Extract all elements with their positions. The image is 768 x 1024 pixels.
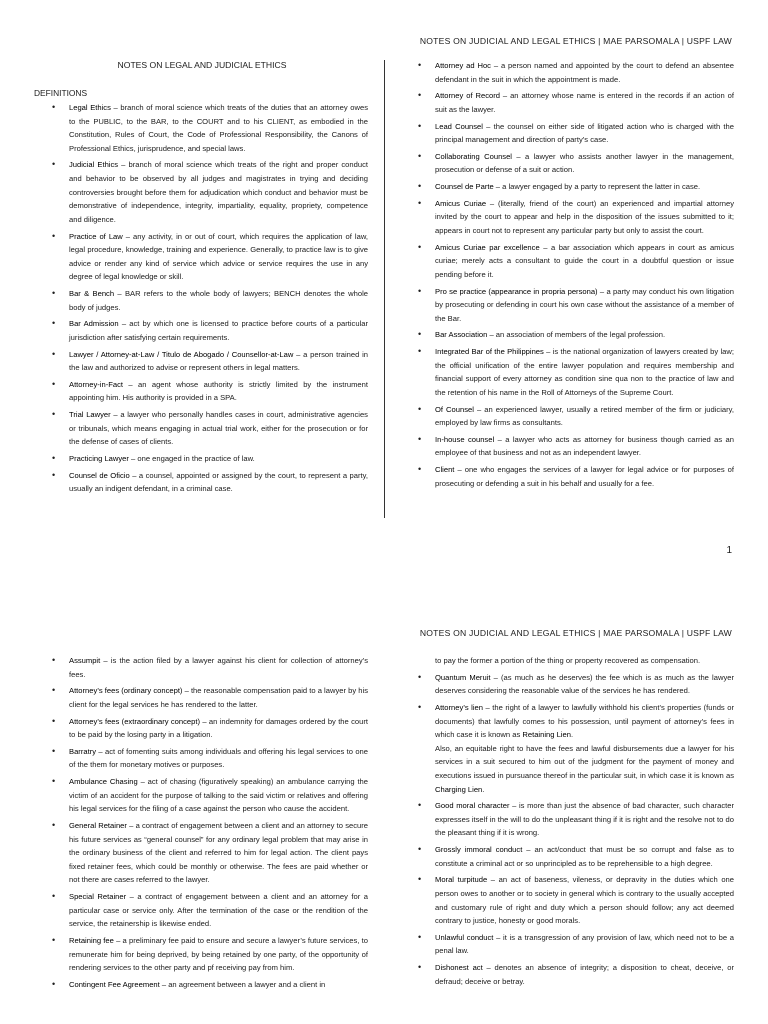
- definition-item: [418, 197, 734, 238]
- definition-term: Trial Lawyer: [69, 410, 111, 420]
- definition-text: – branch of moral science which treats of the duties that an attorney owes to the PUBLIC, to the BAR, to the COURT and to his CLIENT, as embodied in the Constitution, Rules of Court, the Code of Professional Responsibility, the Canons of Professional Ethics, jurisprudence, and special laws.: [69, 103, 368, 153]
- definition-text: – a lawyer who personally handles cases in court, administrative agencies or tribunals, which means engaging in actual trial work, either for the prosecution or for the defense of cases of clients.: [69, 410, 368, 447]
- document-title: NOTES ON LEGAL AND JUDICIAL ETHICS: [117, 60, 287, 70]
- definition-text: – act of chasing (figuratively speaking) an ambulance carrying the victim of an accident for the purpose of talking to the said victim or relatives and offering his legal services for the filing of a case against the person who cause the accident.: [69, 777, 369, 814]
- definition-text: – an experienced lawyer, usually a retired member of the firm or judiciary, employed by law firms as consultants.: [435, 404, 734, 428]
- page-gap: [0, 575, 768, 615]
- definition-item: [52, 654, 368, 681]
- definition-item: [418, 799, 734, 840]
- definition-term: Client: [435, 465, 455, 475]
- definition-term: Amicus Curiae: [435, 198, 487, 208]
- definition-item: [418, 463, 734, 490]
- definition-item: [52, 890, 368, 931]
- definition-term: Counsel de Oficio: [69, 470, 130, 480]
- definition-item: [52, 378, 368, 405]
- right-column: [418, 654, 734, 991]
- definition-text: – a contract of engagement between a client and an attorney for a particular case or service only. After the termination of the case or the rendition of the service, the retainership is likewise ended.: [69, 892, 369, 929]
- definition-term: Attorney’s lien: [435, 702, 483, 712]
- definition-item: [52, 101, 368, 155]
- definition-term: Quantum Meruit: [435, 672, 491, 682]
- definition-term: Pro se practice (appearance in propria persona): [435, 286, 598, 296]
- page-number: 1: [726, 545, 732, 556]
- definition-term: Practice of Law: [69, 231, 123, 241]
- definition-list: [52, 654, 368, 991]
- definition-item: [52, 408, 368, 449]
- definition-item: [418, 671, 734, 698]
- definition-term: Lawyer / Attorney-at-Law / Titulo de Abogado / Counsellor-at-Law: [69, 349, 294, 359]
- definition-text: – a person trained in the law and authorized to advise or represent others in legal matters.: [69, 349, 369, 373]
- definition-text: – a contract of engagement between a client and an attorney to secure his future services as “general counsel” for any ordinary legal problem that may arise in the ordinary business of the client and referred to him for legal action. The client pays fixed retainer fees, which could be monthly or otherwise. The fees are paid whether or not there are cases referred to the lawyer.: [69, 821, 368, 885]
- definition-text: – a lawyer engaged by a party to represent the latter in case.: [493, 182, 701, 192]
- definition-term: Retaining Lien: [522, 730, 571, 740]
- definition-item: [418, 180, 734, 194]
- definition-term: Assumpit: [69, 656, 101, 665]
- definition-item: [418, 345, 734, 399]
- definition-text: – an agent whose authority is strictly limited by the instrument appointing him. His authority is provided in a SPA.: [69, 379, 368, 403]
- running-head: NOTES ON JUDICIAL AND LEGAL ETHICS | MAE PARSOMALA | USPF LAW: [419, 36, 732, 46]
- definition-term: Bar Association: [435, 330, 488, 340]
- definition-term: Counsel de Parte: [435, 182, 494, 192]
- definition-item: [52, 819, 368, 887]
- definition-term: Moral turpitude: [435, 875, 488, 885]
- definition-text: – an act/conduct that must be so corrupt and false as to constitute a criminal act or so unprincipled as to be reprehensible to a high degree.: [435, 845, 734, 868]
- definition-term: Unlawful conduct: [435, 932, 494, 942]
- right-column: [418, 59, 734, 493]
- definition-item: [52, 715, 368, 742]
- definition-text: – is more than just the absence of bad character, such character expresses itself in the will to do the unpleasant thing if it is right and the resolve not to do the pleasant thing if it is wrong.: [435, 801, 734, 838]
- definition-item: [418, 701, 734, 796]
- definition-term: Dishonest act: [435, 963, 483, 973]
- definition-list: [418, 59, 734, 490]
- definition-term: Attorney’s fees (extraordinary concept): [69, 716, 200, 726]
- definition-list: [418, 654, 734, 668]
- definition-item: [52, 230, 368, 284]
- definition-item: [418, 120, 734, 147]
- definition-text: – a lawyer who acts as attorney for business though carried as an employee of that business and not as an independent lawyer.: [435, 434, 735, 458]
- definition-term: Charging Lien: [435, 784, 483, 794]
- column-divider: [384, 60, 385, 518]
- definition-extra: [435, 742, 734, 796]
- definition-item: [52, 775, 368, 816]
- definition-item: [52, 348, 368, 375]
- definition-item: [52, 452, 368, 466]
- definition-item: [52, 684, 368, 711]
- definition-item: [418, 873, 734, 927]
- definition-item: [418, 285, 734, 326]
- definition-item: [52, 745, 368, 772]
- definition-text: – a counsel, appointed or assigned by the court, to represent a party, usually an indigent defendant, in a criminal case.: [69, 470, 368, 494]
- definition-term: Attorney-in-Fact: [69, 379, 124, 389]
- definition-item: [418, 59, 734, 86]
- definition-item: [418, 931, 734, 958]
- definition-term: Ambulance Chasing: [69, 777, 138, 787]
- definition-term: In-house counsel: [435, 434, 495, 444]
- definition-list: [52, 101, 368, 496]
- definition-item: [52, 158, 368, 226]
- definition-text: – the counsel on either side of litigated action who is charged with the principal management and direction of party’s case.: [435, 121, 734, 145]
- definition-text: – is the action filed by a lawyer against his client for collection of attorney’s fees.: [69, 656, 368, 679]
- definition-term: Integrated Bar of the Philippines: [435, 347, 544, 357]
- definition-item: [52, 287, 368, 314]
- definition-text: – an indemnity for damages ordered by the court to be paid by the losing party in a litigation.: [69, 716, 368, 740]
- definition-term: Special Retainer: [69, 892, 127, 902]
- definition-text: – an act of baseness, vileness, or depravity in the duties which one person owes to another or to society in general which is contrary to the usually accepted and customary rule of right and duty which a person should follow; any act deemed contrary to justice, honesty or good morals.: [435, 875, 734, 926]
- definition-term: Judicial Ethics: [69, 160, 119, 170]
- definition-term: Lead Counsel: [435, 121, 483, 131]
- definition-text: – one engaged in the practice of law.: [128, 454, 255, 463]
- definition-list: [418, 671, 734, 989]
- section-heading: DEFINITIONS: [34, 88, 88, 98]
- document-page-2: [0, 615, 768, 1024]
- definition-text: – a lawyer who assists another lawyer in the management, prosecution or defense of a suit or action.: [435, 151, 734, 175]
- definition-text: – (as much as he deserves) the fee which is as much as the lawyer deserves considering the reasonable value of the services he has rendered.: [435, 672, 734, 696]
- definition-item: [418, 328, 734, 342]
- definition-term: Of Counsel: [435, 404, 474, 414]
- definition-text: – a preliminary fee paid to ensure and secure a lawyer’s future services, to remunerate him for being deprived, by being retained by one party, of the opportunity of rendering services to the other party and pf receiving pay from him.: [69, 935, 368, 973]
- definition-term: Attorney’s fees (ordinary concept): [69, 686, 183, 696]
- definition-text: – an association of members of the legal profession.: [487, 330, 666, 340]
- definition-item: [52, 978, 368, 992]
- definition-item: [418, 241, 734, 282]
- definition-item: [418, 843, 734, 870]
- definition-item: [52, 317, 368, 344]
- definition-text: – a bar association which appears in court as amicus curiae; merely acts a consultant to guide the court in a doubtful question or issue pending before it.: [435, 242, 735, 279]
- definition-text: .: [482, 784, 485, 794]
- definition-text: – the right of a lawyer to lawfully withhold his client’s properties (funds or documents) that lawfully comes to his possession, until payment of attorney’s fees in which case it is known as: [435, 702, 734, 740]
- definition-text: – denotes an absence of integrity; a disposition to cheat, deceive, or defraud; deceive or betray.: [435, 963, 734, 986]
- definition-item: [52, 934, 368, 975]
- left-column: [52, 654, 368, 995]
- definition-term: Barratry: [69, 746, 97, 756]
- definition-item: [418, 403, 734, 430]
- definition-term: Amicus Curiae par excellence: [435, 242, 540, 252]
- definition-text: – the reasonable compensation paid to a lawyer by his client for the legal services he has rendered to the latter.: [69, 686, 368, 709]
- definition-term: General Retainer: [69, 821, 127, 830]
- definition-text: Also, an equitable right to have the fees and lawful disbursements due a lawyer for his services in a suit secured to him out of the judgment for the payment of money and executions issued in pursuance thereof in the particular suit, in which case it is known as: [435, 743, 734, 780]
- definition-text: – is the national organization of lawyers created by law; the official unification of the entire lawyer population and requires membership and financial support of every attorney as condition sine qua non to the practice of law and the retention of his name in the Roll of Attorneys of the Supreme Court.: [435, 347, 735, 397]
- definition-term: Contingent Fee Agreement: [69, 979, 160, 989]
- definition-item: [52, 469, 368, 496]
- left-column: [52, 101, 368, 499]
- definition-text: – BAR refers to the whole body of lawyers; BENCH denotes the whole body of judges.: [69, 289, 368, 312]
- continued-text: to pay the former a portion of the thing or property recovered as compensation.: [435, 656, 701, 665]
- definition-text: – act of fomenting suits among individuals and offering his legal services to one of the them for monetary motives or purposes.: [69, 746, 368, 770]
- definition-text: – act by which one is licensed to practice before courts of a particular jurisdiction after satisfying certain requirements.: [69, 319, 368, 342]
- definition-term: Grossly immoral conduct: [435, 845, 523, 855]
- definition-item: [418, 433, 734, 460]
- definition-text: – branch of moral science which treats of the right and proper conduct and behavior to be observed by all judges and magistrates in trying and deciding controversies brought before them for adjudication which conduct and behavior must be demonstrative of independence, integrity, impartiality, equality, propriety, competence and diligence.: [69, 160, 368, 224]
- definition-term: Good moral character: [435, 801, 510, 811]
- definition-item: [418, 150, 734, 177]
- definition-text: – a party may conduct his own litigation by prosecuting or defending in court his own case without the assistance of a member of the Bar.: [435, 286, 734, 323]
- definition-term: Retaining fee: [69, 935, 114, 945]
- definition-term: Collaborating Counsel: [435, 151, 512, 161]
- definition-text: .: [570, 730, 574, 740]
- definition-term: Attorney of Record: [435, 91, 500, 101]
- definition-term: Bar & Bench: [69, 289, 115, 298]
- definition-term: Legal Ethics: [69, 103, 111, 112]
- definition-text: – any activity, in or out of court, which requires the application of law, legal procedure, knowledge, training and experience. Generally, to practice law is to give advice or render any kind of service which advice or service requires the use in any degree of legal knowledge or skill.: [69, 231, 368, 282]
- definition-term: Attorney ad Hoc: [435, 61, 491, 70]
- definition-text: – an agreement between a lawyer and a client in: [159, 979, 326, 989]
- definition-item: [418, 961, 734, 988]
- definition-text: – (literally, friend of the court) an experienced and impartial attorney invited by the court to appear and help in the disposition of the issues submitted to it; appears in court not to represent any particular party but only to assist the court.: [435, 198, 734, 235]
- definition-text: – an attorney whose name is entered in the records if an action of suit as the lawyer.: [435, 91, 734, 114]
- definition-term: Bar Admission: [69, 319, 119, 329]
- definition-item: [418, 89, 734, 116]
- definition-text: – a person named and appointed by the court to defend an absentee defendant in the suit in which the appointment is made.: [435, 61, 734, 84]
- definition-text: – one who engages the services of a lawyer for legal advice or for purposes of prosecuting or defending a suit in his behalf and usually for a fee.: [435, 465, 734, 488]
- running-head: NOTES ON JUDICIAL AND LEGAL ETHICS | MAE PARSOMALA | USPF LAW: [419, 628, 732, 638]
- definition-term: Practicing Lawyer: [69, 454, 129, 463]
- definition-text: – it is a transgression of any provision of law, which need not to be a penal law.: [435, 932, 734, 956]
